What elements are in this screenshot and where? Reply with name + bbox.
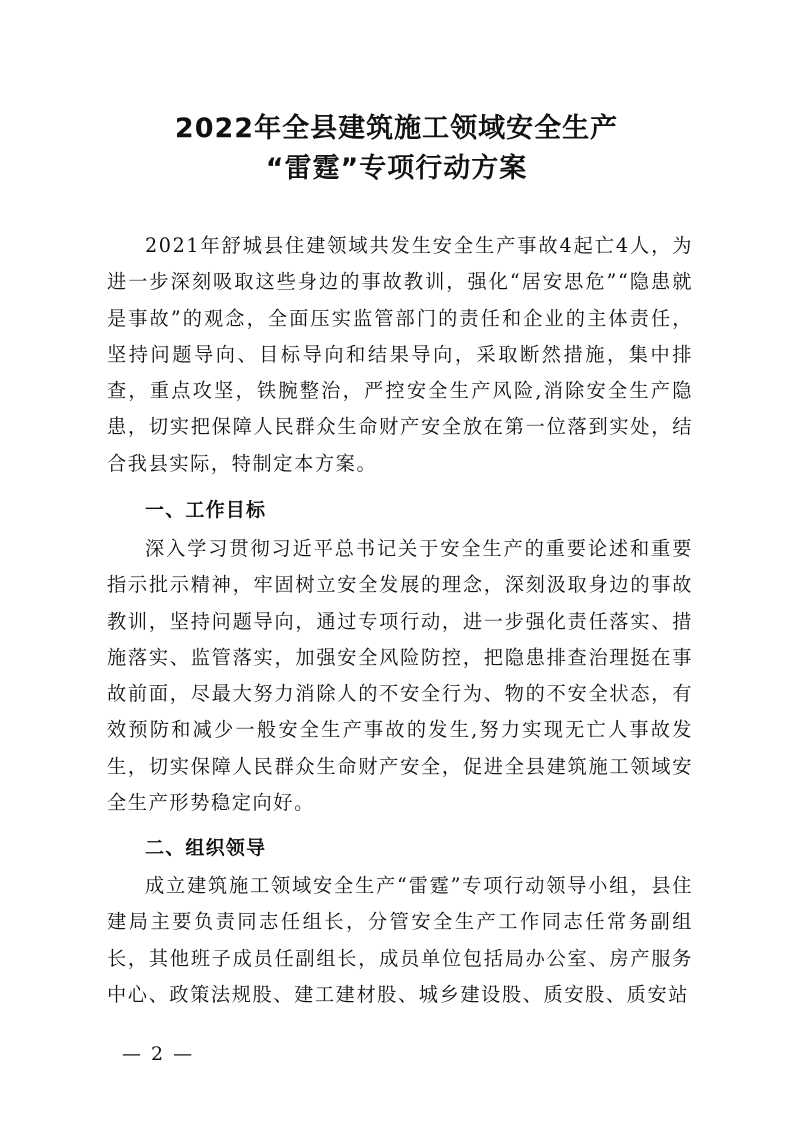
document-title-line-1: 2022年全县建筑施工领域安全生产 (174, 113, 619, 144)
page-number: — 2 — (122, 1043, 195, 1065)
document-title-line-2: “雷霆”专项行动方案 (265, 153, 528, 184)
section-heading-organization: 二、组织领导 (145, 837, 267, 859)
section-heading-work-goals: 一、工作目标 (145, 499, 267, 521)
work-goals-paragraph: 深入学习贯彻习近平总书记关于安全生产的重要论述和重要指示批示精神，牢固树立安全发展的理念，深刻汲取身边的事故教训，坚持问题导向，通过专项行动，进一步强化责任落实、措施落实、监管落实，加强安全风险防控，把隐患排查治理挺在事故前面，尽最大努力消除人的不安全行为、物的不安全状态，有效预防和减少一般安全生产事故的发生,努力实现无亡人事故发生，切实保障人民群众生命财产安全，促进全县建筑施工领域安全生产形势稳定向好。 (107, 537, 693, 815)
intro-paragraph: 2021年舒城县住建领域共发生安全生产事故4起亡4人，为进一步深刻吸取这些身边的事故教训，强化“居安思危”“隐患就是事故”的观念，全面压实监管部门的责任和企业的主体责任，坚持问题导向、目标导向和结果导向，采取断然措施，集中排查，重点攻坚，铁腕整治，严控安全生产风险,消除安全生产隐患，切实把保障人民群众生命财产安全放在第一位落到实处，结合我县实际，特制定本方案。 (107, 234, 693, 475)
organization-paragraph: 成立建筑施工领域安全生产“雷霆”专项行动领导小组，县住建局主要负责同志任组长，分管安全生产工作同志任常务副组长，其他班子成员任副组长，成员单位包括局办公室、房产服务中心、政策法规股、建工建材股、城乡建设股、质安股、质安站 (107, 874, 693, 1006)
